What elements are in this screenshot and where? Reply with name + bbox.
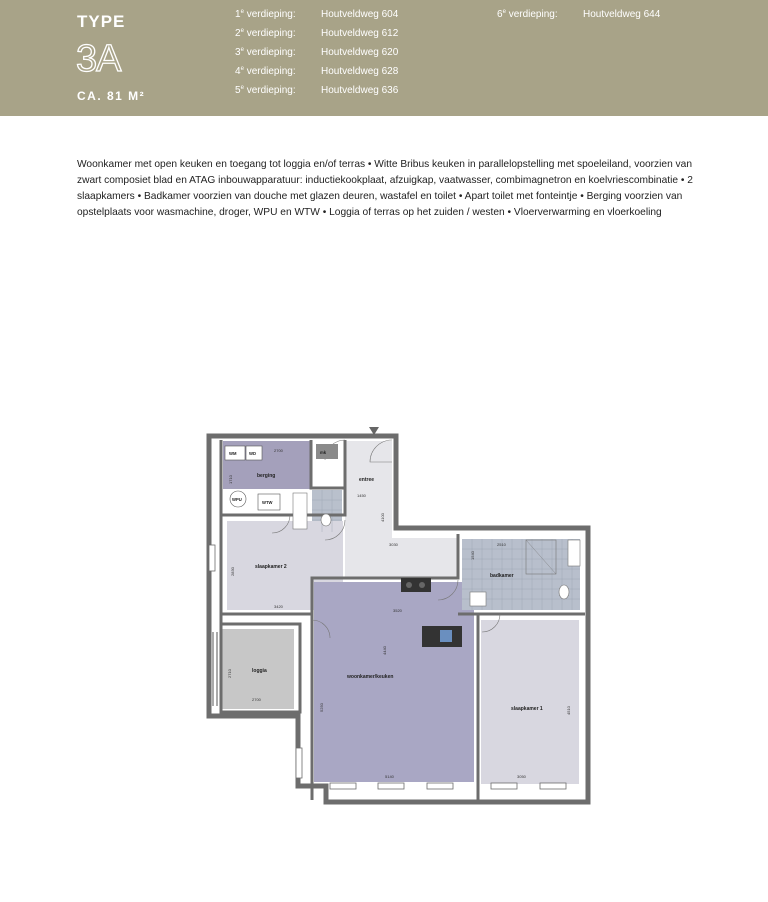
dim-slaap2-h: 2830 bbox=[230, 567, 235, 576]
dim-bad-h: 1540 bbox=[470, 551, 475, 560]
floor-address: Houtveldweg 604 bbox=[321, 9, 399, 20]
dim-woon-h2: 5250 bbox=[319, 703, 324, 712]
wd-label: WD bbox=[249, 451, 256, 456]
wm-label: WM bbox=[229, 451, 237, 456]
room-label-berging: berging bbox=[257, 473, 276, 479]
type-code: 3A bbox=[76, 38, 121, 80]
toilet bbox=[559, 585, 569, 599]
dim-slaap1-w: 3050 bbox=[517, 774, 526, 779]
dim-slaap2-w: 3420 bbox=[274, 604, 283, 609]
kitchen-counter bbox=[401, 578, 431, 592]
room-label-slaapkamer-1: slaapkamer 1 bbox=[511, 706, 543, 712]
room-label-woonkamer: woonkamer/keuken bbox=[347, 674, 394, 680]
dim-woon-w: 5140 bbox=[385, 774, 394, 779]
floor-address: Houtveldweg 612 bbox=[321, 28, 399, 39]
dim-loggia-w: 2700 bbox=[252, 697, 261, 702]
type-label: TYPE bbox=[77, 12, 126, 31]
dim-berging-w: 2700 bbox=[274, 448, 283, 453]
floor-row: 6e verdieping: Houtveldweg 644 bbox=[497, 9, 661, 20]
room-label-loggia: loggia bbox=[252, 668, 267, 674]
description-text: Woonkamer met open keuken en toegang tot loggia en/of terras • Witte Bribus keuken in parallelopstelling met spoeleiland, voorzien van zwart composiet blad en ATAG inbouwapparatuur: inductiekookplaat, afzuigkap, vaatwasser, combimagnetron en koelvriescombinatie • 2 slaapkamers • Badkamer voorzien van douche met glazen deuren, wastafel en toilet • Apart toilet met fonteintje • Berging voorzien van opstelplaats voor wasmachine, droger, WPU en WTW • Loggia of terras op het zuiden / westen • Vloerverwarming en vloerkoeling bbox=[77, 159, 693, 218]
sink bbox=[470, 592, 486, 606]
dim-woon-h: 4440 bbox=[382, 646, 387, 655]
mk-label: mk bbox=[320, 450, 327, 455]
floor-address: Houtveldweg 644 bbox=[583, 9, 661, 20]
room-label-badkamer: badkamer bbox=[490, 573, 514, 579]
type-area: CA. 81 M² bbox=[77, 89, 146, 103]
dim-loggia-h: 2710 bbox=[227, 669, 232, 678]
dim-bad-w: 2510 bbox=[497, 542, 506, 547]
dim-entree-w: 1450 bbox=[357, 493, 366, 498]
dim-berging-h: 1710 bbox=[228, 475, 233, 484]
room-slaapkamer-1 bbox=[481, 620, 579, 784]
dim-entree-h: 4100 bbox=[380, 513, 385, 522]
floor-address: Houtveldweg 620 bbox=[321, 47, 399, 58]
room-hall bbox=[345, 538, 458, 578]
floor-address: Houtveldweg 628 bbox=[321, 66, 399, 77]
room-entree bbox=[345, 441, 392, 538]
room-label-entree: entree bbox=[359, 477, 375, 483]
floor-row: 4e verdieping: Houtveldweg 628 bbox=[235, 66, 399, 77]
room-label-slaapkamer-2: slaapkamer 2 bbox=[255, 564, 287, 570]
wtw-label: WTW bbox=[262, 500, 273, 505]
dim-slaap1-h: 4510 bbox=[566, 706, 571, 715]
dim-woon-top: 3520 bbox=[393, 608, 402, 613]
floor-address: Houtveldweg 636 bbox=[321, 85, 399, 96]
floor-row: 1e verdieping: Houtveldweg 604 bbox=[235, 9, 399, 20]
dim-hall-w: 3030 bbox=[389, 542, 398, 547]
floor-row: 2e verdieping: Houtveldweg 612 bbox=[235, 28, 399, 39]
floor-row: 3e verdieping: Houtveldweg 620 bbox=[235, 47, 399, 58]
wpu-label: WPU bbox=[232, 497, 242, 502]
floor-row: 5e verdieping: Houtveldweg 636 bbox=[235, 85, 399, 96]
